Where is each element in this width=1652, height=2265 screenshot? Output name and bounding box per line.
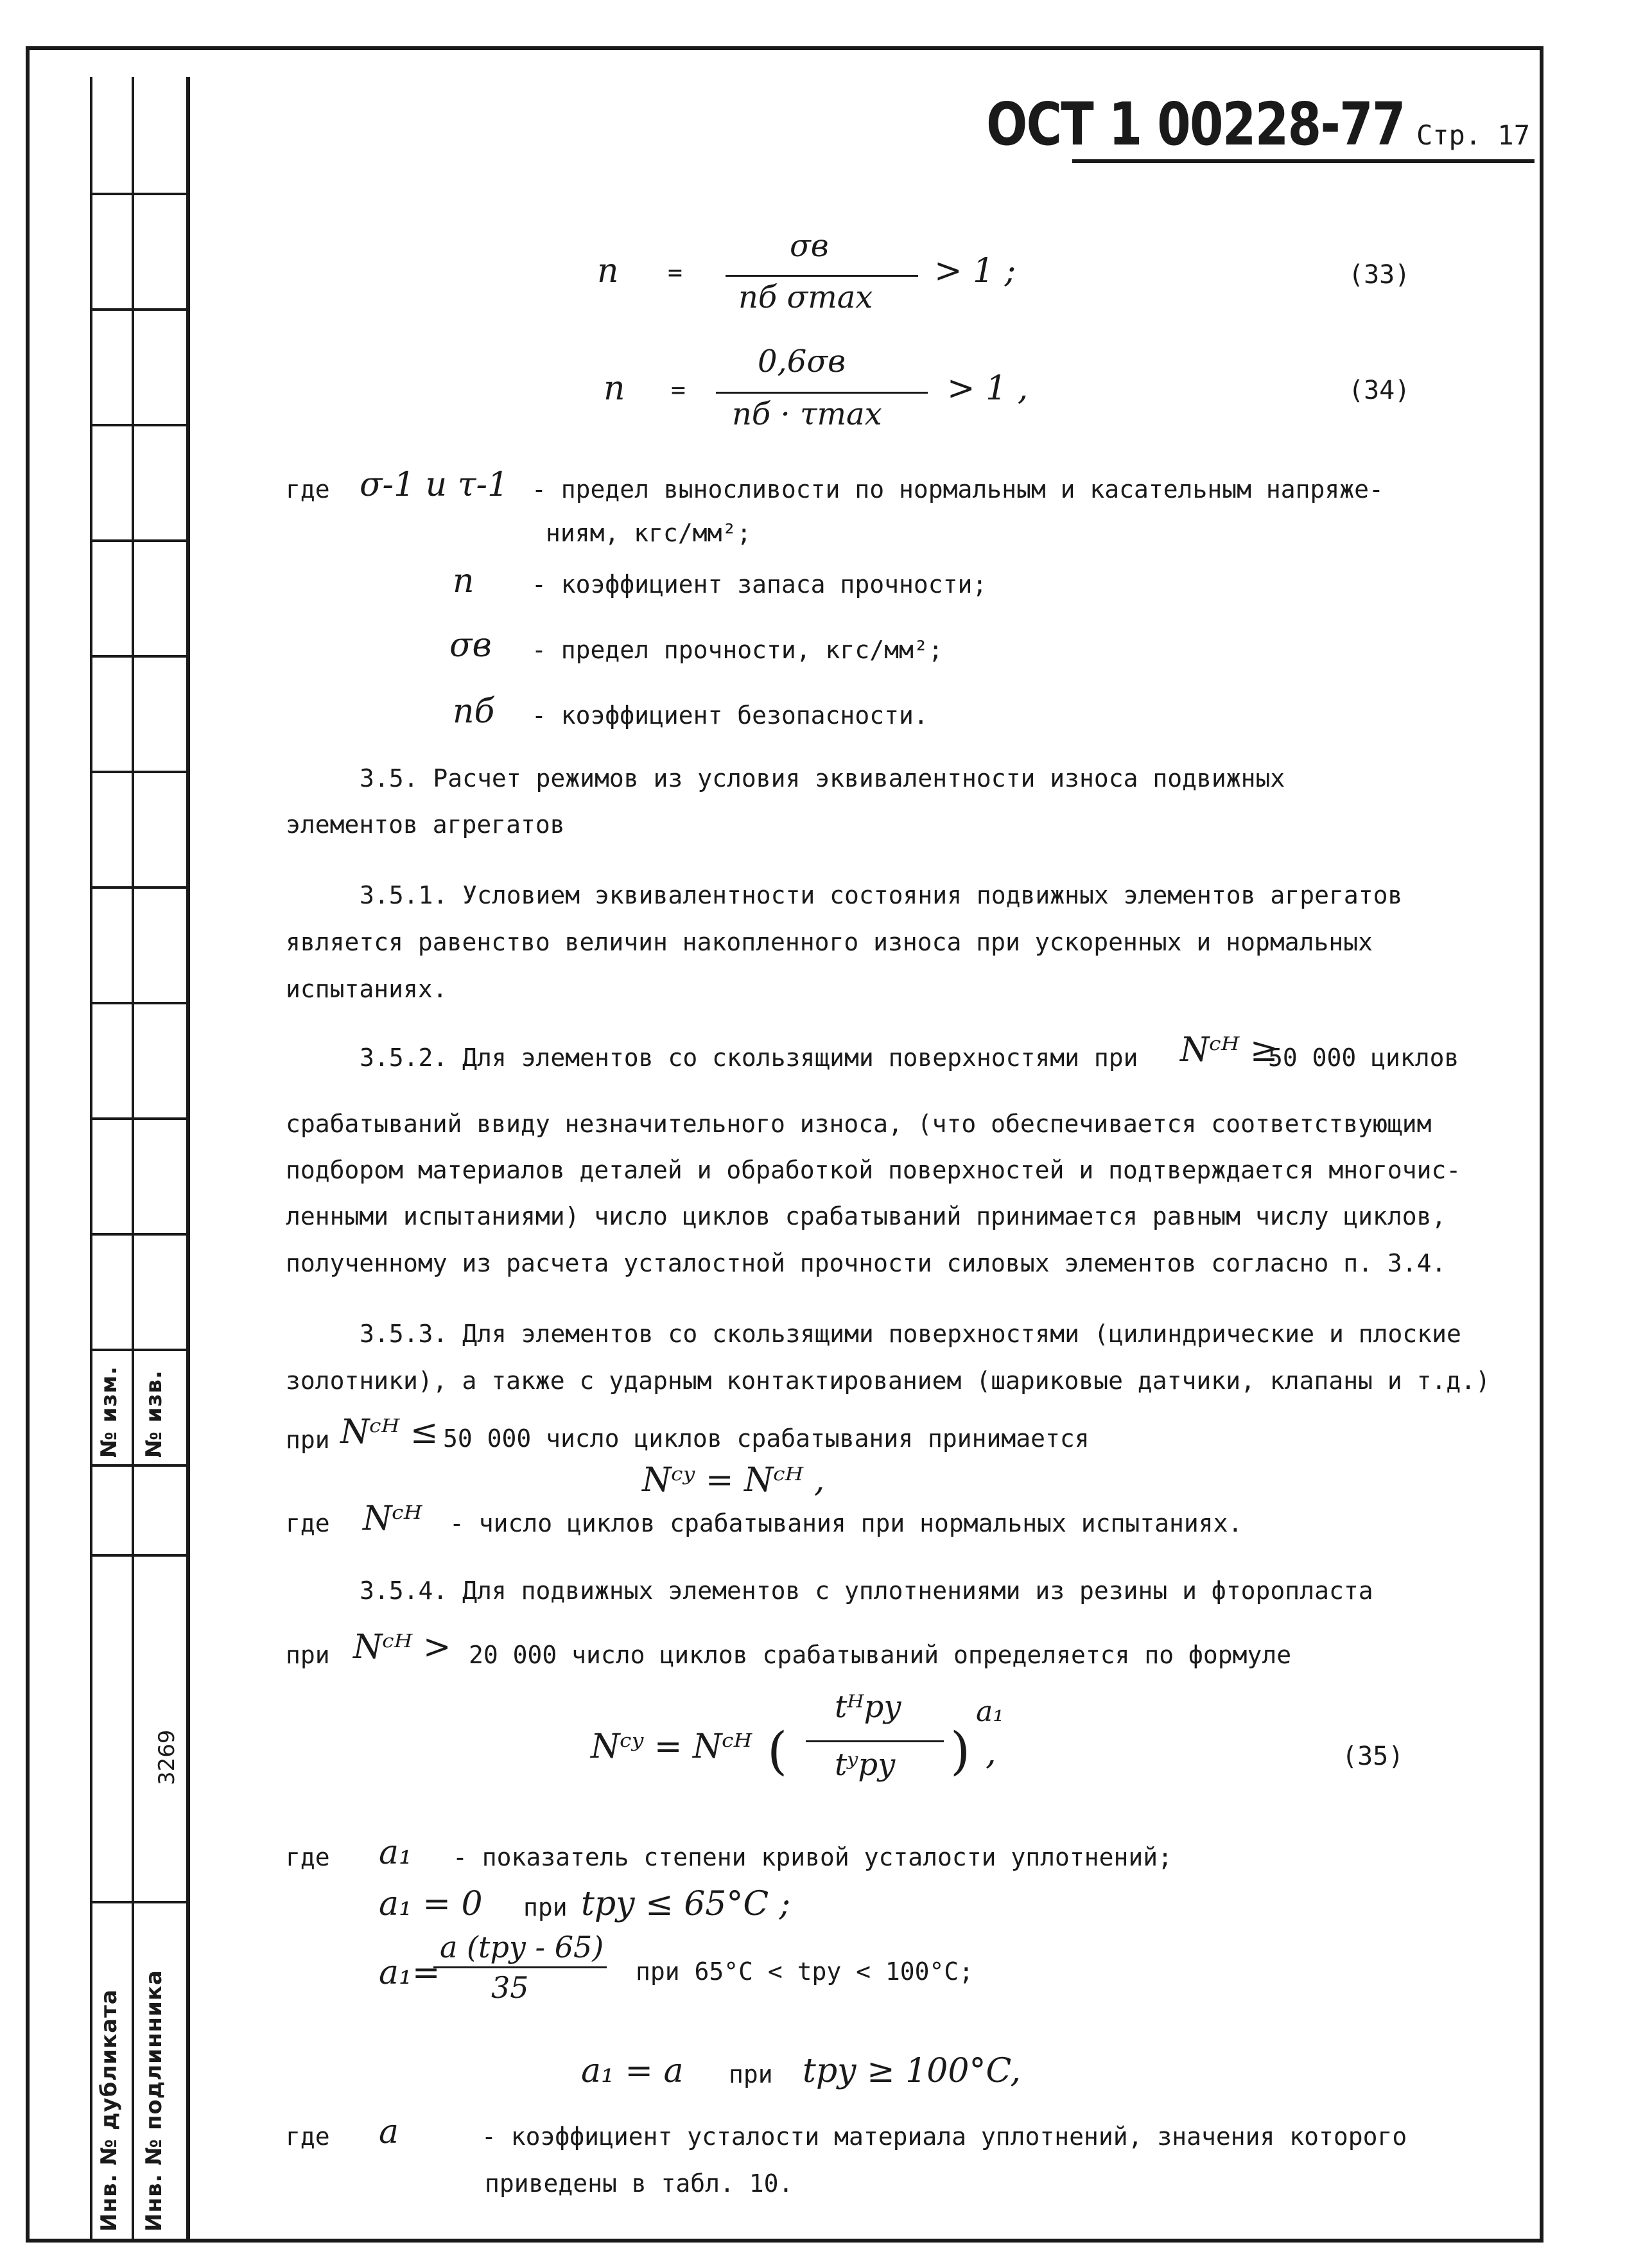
stamp-label-izv: № изв.	[141, 1370, 167, 1458]
p353-where-symbol: Nᶜᴴ	[363, 1500, 422, 1538]
eq33-number: (33)	[1348, 260, 1411, 290]
eq34-lhs: n	[604, 369, 625, 408]
eq35-number: (35)	[1342, 1742, 1404, 1771]
def2-symbol: n	[453, 562, 474, 600]
case2-lhs: a₁=	[379, 1954, 440, 1992]
eq35-lhs: Nᶜʸ = Nᶜᴴ	[591, 1727, 752, 1766]
p351-line2: является равенство величин накопленного износа при ускоренных и нормальных	[286, 928, 1373, 956]
eq33-rest: > 1 ;	[934, 252, 1016, 290]
case1-pri: при	[523, 1893, 568, 1921]
stamp-label-dubl: Инв. № дубликата	[96, 1989, 122, 2232]
a-symbol: a	[379, 2113, 399, 2151]
p353-line1: 3.5.3. Для элементов со скользящими поверхностями (цилиндрические и плоские	[360, 1320, 1461, 1348]
eq35-lparen: (	[767, 1721, 788, 1781]
p352-line1-end: 50 000 циклов	[1268, 1044, 1459, 1072]
def3-text: - предел прочности, кгс/мм²;	[532, 636, 943, 664]
section-3-5-title-cont: элементов агрегатов	[286, 810, 565, 839]
eq35-exponent: a₁	[976, 1695, 1004, 1728]
eq34-equals: =	[671, 376, 686, 404]
def3-symbol: σв	[449, 626, 492, 665]
p354-symbol: Nᶜᴴ >	[353, 1628, 451, 1666]
stamp-divider	[90, 1464, 186, 1467]
case2-numerator: a (tрy - 65)	[440, 1930, 604, 1964]
stamp-divider	[90, 886, 186, 889]
stamp-label-izm: № изм.	[96, 1365, 122, 1458]
p354-line2: 20 000 число циклов срабатываний определяется по формуле	[469, 1641, 1292, 1669]
defs-where: где	[286, 475, 330, 503]
case2-fraction-bar	[433, 1966, 607, 1968]
stamp-divider	[90, 1554, 186, 1557]
eq33-fraction-bar	[726, 275, 918, 277]
stamp-divider	[90, 1233, 186, 1236]
def4-text: - коэффициент безопасности.	[532, 701, 928, 730]
p352-line4: ленными испытаниями) число циклов срабатываний принимается равным числу циклов,	[286, 1202, 1447, 1230]
eq35-fraction-bar	[806, 1740, 944, 1742]
def1-text-cont: ниям, кгс/мм²;	[546, 519, 752, 547]
page-header	[894, 90, 1530, 159]
p351-line1: 3.5.1. Условием эквивалентности состояния подвижных элементов агрегатов	[360, 881, 1403, 909]
page-number: Стр. 17	[1416, 119, 1530, 151]
eq33-lhs: n	[597, 252, 619, 290]
p351-line3: испытаниях.	[286, 975, 448, 1003]
defs2-where: где	[286, 1843, 330, 1871]
def1-text: - предел выносливости по нормальным и касательным напряже-	[532, 475, 1384, 503]
p353-line3: 50 000 число циклов срабатывания принимается	[443, 1424, 1090, 1453]
case1-condition: tрy ≤ 65°C ;	[581, 1885, 791, 1923]
eq34-numerator: 0,6σв	[758, 344, 846, 380]
p353-where-text: - число циклов срабатывания при нормальных испытаниях.	[449, 1509, 1243, 1537]
eq34-number: (34)	[1348, 376, 1411, 405]
a1-text: - показатель степени кривой усталости уплотнений;	[453, 1843, 1173, 1871]
stamp-divider	[90, 308, 186, 311]
case3-lhs: a₁ = a	[581, 2052, 684, 2090]
doc-code: ОСТ 1 00228-77	[986, 90, 1405, 159]
p352-line3: подбором материалов деталей и обработкой поверхностей и подтверждается многочис-	[286, 1156, 1461, 1184]
p353-pri: при	[286, 1426, 330, 1454]
eq35-rparen: )	[950, 1721, 971, 1781]
p353-symbol: Nᶜᴴ ≤	[340, 1413, 439, 1451]
def4-symbol: nб	[453, 692, 495, 731]
p354-pri: при	[286, 1641, 330, 1669]
header-underline	[1072, 159, 1535, 163]
p353-line2: золотники), а также с ударным контактированием (шариковые датчики, клапаны и т.д.)	[286, 1367, 1490, 1395]
stamp-column-left	[90, 77, 92, 2243]
p352-line5: полученному из расчета усталостной прочности силовых элементов согласно п. 3.4.	[286, 1249, 1447, 1277]
eq34-fraction-bar	[716, 392, 928, 394]
p353-equation: Nᶜʸ = Nᶜᴴ ,	[642, 1461, 825, 1500]
case3-condition: tрy ≥ 100°C,	[803, 2052, 1021, 2090]
p352-line1: 3.5.2. Для элементов со скользящими поверхностями при	[360, 1044, 1138, 1072]
a-text-cont: приведены в табл. 10.	[485, 2169, 794, 2198]
stamp-divider	[90, 1349, 186, 1351]
p353-where: где	[286, 1509, 330, 1537]
case3-pri: при	[729, 2060, 773, 2088]
eq35-comma: ,	[986, 1734, 996, 1772]
def2-text: - коэффициент запаса прочности;	[532, 570, 987, 599]
eq34-rest: > 1 ,	[947, 369, 1029, 408]
eq34-denominator: nб · τmax	[732, 396, 882, 432]
stamp-divider	[90, 771, 186, 773]
p352-symbol: Nᶜᴴ ≥	[1180, 1031, 1278, 1069]
section-3-5-title: 3.5. Расчет режимов из условия эквивалентности износа подвижных	[360, 764, 1285, 792]
stamp-divider	[90, 1002, 186, 1004]
a-text: - коэффициент усталости материала уплотнений, значения которого	[482, 2122, 1407, 2151]
case2-denominator: 35	[491, 1970, 529, 2005]
stamp-label-podl: Инв. № подлинника	[141, 1970, 167, 2232]
eq33-numerator: σв	[790, 228, 829, 264]
case1-lhs: a₁ = 0	[379, 1885, 483, 1923]
stamp-divider	[90, 1117, 186, 1120]
stamp-divider	[90, 424, 186, 426]
eq33-denominator: nб σmax	[738, 279, 873, 315]
eq35-denominator: tʸрy	[835, 1747, 896, 1783]
stamp-divider	[90, 539, 186, 542]
p354-line1: 3.5.4. Для подвижных элементов с уплотнениями из резины и фторопласта	[360, 1577, 1373, 1605]
a1-symbol: a₁	[379, 1833, 412, 1872]
stamp-divider	[90, 193, 186, 195]
p352-line2: срабатываний ввиду незначительного износа, (что обеспечивается соответствующим	[286, 1110, 1432, 1138]
stamp-number: 3269	[154, 1729, 180, 1785]
stamp-column-mid	[132, 77, 134, 2243]
eq33-equals: =	[668, 258, 683, 286]
defs2-where2: где	[286, 2122, 330, 2151]
def1-symbol: σ-1 и τ-1	[360, 466, 509, 504]
stamp-divider	[90, 1901, 186, 1903]
case2-condition: при 65°C < tрy < 100°C;	[636, 1957, 974, 1986]
stamp-divider	[90, 655, 186, 658]
eq35-numerator: tᴴрy	[835, 1689, 901, 1725]
